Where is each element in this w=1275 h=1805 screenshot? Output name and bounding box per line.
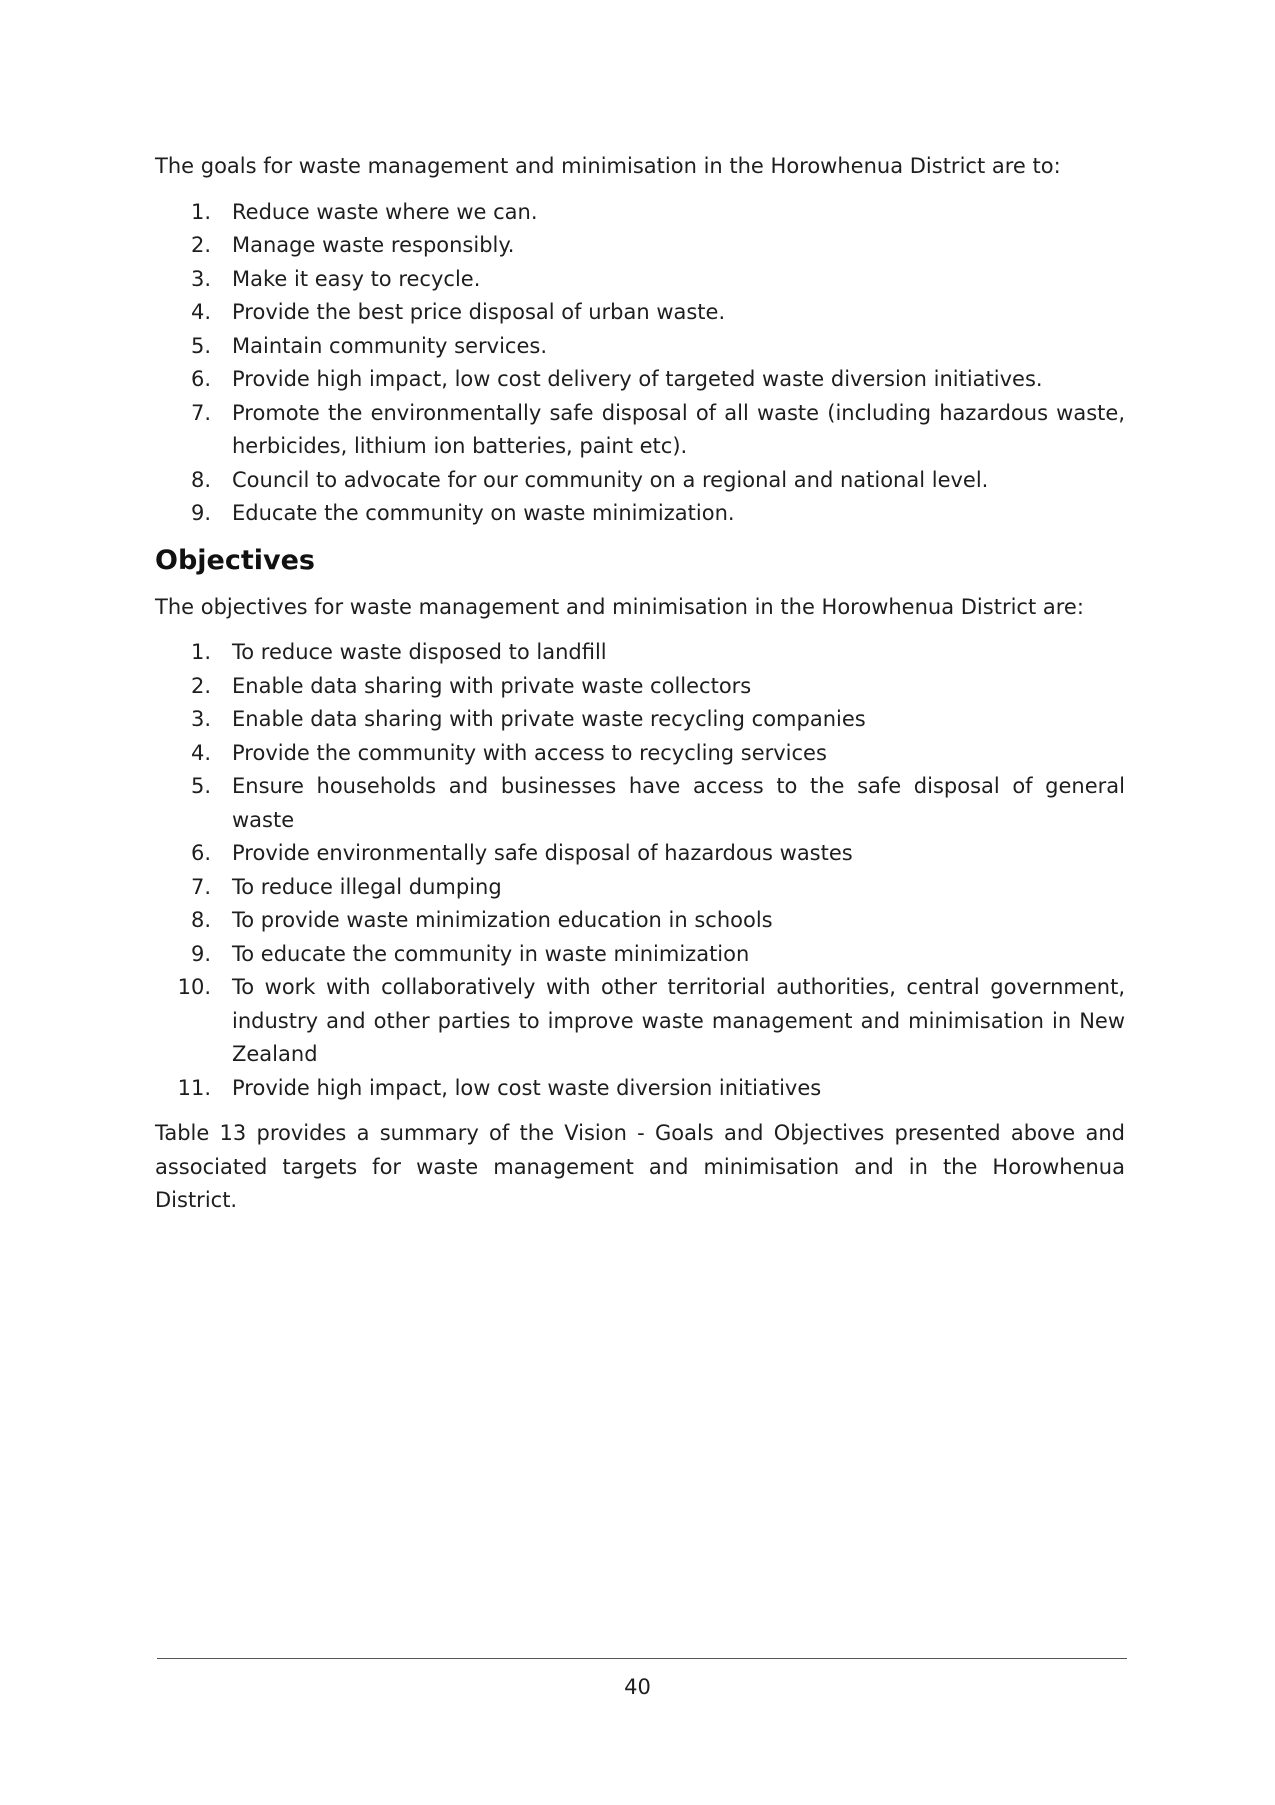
list-item xyxy=(155,904,1125,938)
list-item-text: To work with collaboratively with other territorial authorities, central government, industry and other parties to improve waste management and minimisation in New Zealand xyxy=(232,975,1125,1066)
list-item xyxy=(155,296,1125,330)
list-item-number: 7. xyxy=(190,400,211,425)
list-item-number: 5. xyxy=(190,333,211,358)
summary-paragraph: Table 13 provides a summary of the Vision - Goals and Objectives presented above and associated targets for waste management and minimisation and in the Horowhenua District. xyxy=(155,1121,1125,1212)
list-item-text: Provide high impact, low cost waste diversion initiatives xyxy=(232,1075,822,1100)
list-item-number: 8. xyxy=(190,908,211,932)
list-item-text: Make it easy to recycle. xyxy=(232,266,481,291)
list-item-text: To educate the community in waste minimization xyxy=(232,941,750,966)
list-item-number: 9. xyxy=(190,941,211,966)
list-item-number: 1. xyxy=(190,640,211,664)
list-item-number: 9. xyxy=(190,501,211,525)
list-item xyxy=(155,229,1125,263)
footer-divider xyxy=(157,1658,1127,1659)
list-item xyxy=(155,1072,1125,1106)
list-item xyxy=(155,837,1125,871)
list-item-text: Provide the best price disposal of urban waste. xyxy=(232,300,726,324)
list-item xyxy=(155,670,1125,704)
list-item-number: 11. xyxy=(177,1075,211,1100)
list-item-number: 2. xyxy=(190,233,211,257)
list-item-number: 6. xyxy=(190,367,211,391)
list-item-text: Reduce waste where we can. xyxy=(232,199,538,224)
list-item-number: 10. xyxy=(177,975,211,999)
list-item-text: Educate the community on waste minimization. xyxy=(232,501,735,525)
list-item-number: 8. xyxy=(190,467,211,492)
list-item xyxy=(155,737,1125,771)
list-item-text: Provide high impact, low cost delivery of targeted waste diversion initiatives. xyxy=(232,367,1043,391)
list-item-number: 2. xyxy=(190,673,211,698)
list-item xyxy=(155,971,1125,1072)
list-item-text: To reduce waste disposed to landfill xyxy=(232,640,607,664)
objectives-intro: The objectives for waste management and minimisation in the Horowhenua District are: xyxy=(155,594,1084,619)
goals-list xyxy=(155,196,1125,531)
list-item-text: Provide environmentally safe disposal of hazardous wastes xyxy=(232,841,853,865)
section-heading-objectives: Objectives xyxy=(155,544,315,576)
list-item-number: 7. xyxy=(190,874,211,899)
list-item xyxy=(155,263,1125,297)
list-item-text: Provide the community with access to recycling services xyxy=(232,740,827,765)
list-item-number: 5. xyxy=(190,774,211,798)
list-item-text: Enable data sharing with private waste recycling companies xyxy=(232,707,866,731)
page-content xyxy=(155,150,1125,1218)
list-item xyxy=(155,464,1125,498)
list-item-text: To reduce illegal dumping xyxy=(232,874,502,899)
list-item-number: 4. xyxy=(190,740,211,765)
list-item xyxy=(155,938,1125,972)
list-item-text: Enable data sharing with private waste collectors xyxy=(232,673,752,698)
list-item-text: Council to advocate for our community on a regional and national level. xyxy=(232,467,989,492)
goals-intro: The goals for waste management and minimisation in the Horowhenua District are to: xyxy=(155,154,1061,178)
list-item xyxy=(155,397,1125,464)
objectives-list xyxy=(155,636,1125,1105)
page-number: 40 xyxy=(624,1675,651,1699)
list-item-number: 6. xyxy=(190,841,211,865)
list-item-text: Manage waste responsibly. xyxy=(232,233,515,257)
list-item-number: 4. xyxy=(190,300,211,324)
list-item xyxy=(155,497,1125,531)
list-item-number: 1. xyxy=(190,199,211,224)
list-item xyxy=(155,196,1125,230)
list-item xyxy=(155,770,1125,837)
list-item-number: 3. xyxy=(190,266,211,291)
list-item xyxy=(155,703,1125,737)
list-item xyxy=(155,363,1125,397)
list-item xyxy=(155,330,1125,364)
list-item-number: 3. xyxy=(190,707,211,731)
list-item-text: Ensure households and businesses have access to the safe disposal of general waste xyxy=(232,774,1125,832)
list-item-text: Promote the environmentally safe disposal of all waste (including hazardous waste, herbicides, lithium ion batteries, paint etc). xyxy=(232,400,1125,458)
list-item-text: To provide waste minimization education in schools xyxy=(232,908,773,932)
list-item xyxy=(155,636,1125,670)
list-item xyxy=(155,871,1125,905)
list-item-text: Maintain community services. xyxy=(232,333,547,358)
